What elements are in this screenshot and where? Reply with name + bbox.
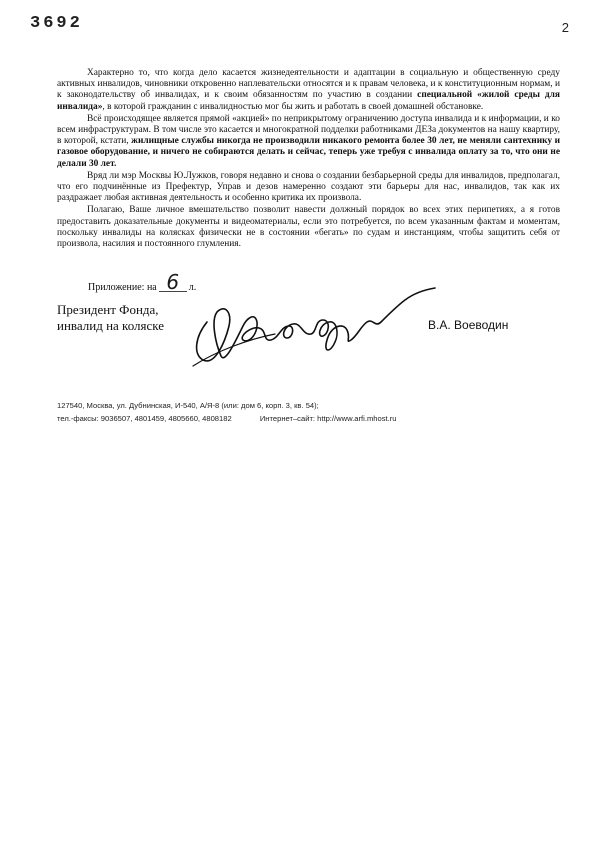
signer-title <box>57 302 164 334</box>
attachment-unit: л. <box>188 282 197 293</box>
signer-title-line-1: Президент Фонда, <box>57 302 159 317</box>
paragraph-2 <box>57 114 560 170</box>
phone-fax-numbers: тел.-факсы: 9036507, 4801459, 4805660, 4808182 <box>57 414 232 423</box>
paragraph-1-text-a: Характерно то, что когда дело касается жизнедеятельности и адаптации в социальную и общественную среду активных инвалидов, чиновники откровенно наплевательски относятся и к правам человека, и к конституционным нормам, и к законодательству об инвалидах, и к своим обязанностям по участию в создании <box>57 68 560 101</box>
attachment-count: 6 <box>159 273 187 292</box>
website-link[interactable]: Интернет–сайт: http://www.arfi.mhost.ru <box>259 414 397 423</box>
paragraph-4: Полагаю, Ваше личное вмешательство позволит навести должный порядок во всех этих перипетиях, а я готов предоставить доказательные документы и видеоматериалы, если это потребуется, по всем указанным фактам и моментам, поскольку инвалиды на колясках физически не в состоянии «бегать» по судам и инстанциям, чтобы защитить себя от произвола, насилия и постоянного глумления. <box>57 205 560 250</box>
registration-number: 3692 <box>30 14 83 33</box>
paragraph-3: Вряд ли мэр Москвы Ю.Лужков, говоря недавно и снова о создании безбарьерной среды для инвалидов, предполагал, что его подчинённые из Префектур, Управ и дезов намеренно создают эти барьеры для нас, инвалидов, так как их раздражает любая активная деятельность и особенно критика их произвола. <box>57 170 560 204</box>
letter-body <box>57 68 560 251</box>
signer-title-line-2: инвалид на коляске <box>57 318 165 333</box>
contact-row <box>57 412 396 425</box>
attachment-line <box>88 270 197 294</box>
paragraph-1-text-b: , в которой гражданин с инвалидностью мог бы жить и работать в своей домашней обстановке. <box>102 101 484 112</box>
signer-name: В.А. Воеводин <box>428 318 509 332</box>
paragraph-1 <box>57 68 560 113</box>
page-number: 2 <box>561 20 569 35</box>
postal-address: 127540, Москва, ул. Дубнинская, И-540, А/Я-8 (или: дом 6, корп. 3, кв. 54); <box>57 401 319 410</box>
contact-block <box>57 399 396 425</box>
handwritten-signature <box>185 282 445 372</box>
attachment-label: Приложение: на <box>88 282 157 293</box>
paragraph-2-text: Всё происходящее является прямой «акцией» по неприкрытому ограничению доступа инвалида и к информации, и ко всем инфраструктурам. В том числе это касается и многократной подделки работниками ДЕЗа документов на нашу квартиру, в которой, кстати, <box>57 113 560 147</box>
paragraph-2-emphasis: жилищные службы никогда не производили никакого ремонта более 30 лет, не меняли сантехнику и газовое оборудование, и ничего не собираются делать и сейчас, теперь уже требуя с инвалида оплату за то, что они не делали 30 лет. <box>57 136 560 169</box>
paragraph-1-emphasis: специальной «жилой среды для инвалида» <box>57 90 560 112</box>
